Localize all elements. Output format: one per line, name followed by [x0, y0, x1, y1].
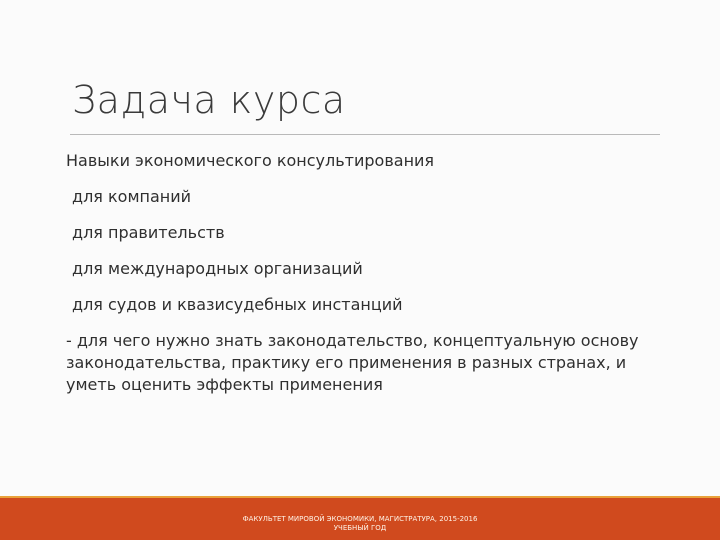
list-item: для компаний	[72, 187, 192, 206]
item-list	[66, 186, 666, 316]
footer-caption	[0, 515, 720, 533]
footer-line-2: УЧЕБНЫЙ ГОД	[333, 524, 387, 532]
body-paragraph: - для чего нужно знать законодательство, концептуальную основу законодательства, практику его применения в разных странах, и уметь оценить эффекты применения	[66, 331, 639, 394]
slide-content	[66, 150, 666, 396]
footer-line-1: ФАКУЛЬТЕТ МИРОВОЙ ЭКОНОМИКИ, МАГИСТРАТУРА, 2015-2016	[242, 515, 478, 523]
list-item: для международных организаций	[72, 259, 363, 278]
lead-text: Навыки экономического консультирования	[66, 151, 435, 170]
slide-title: Задача курса	[72, 78, 346, 122]
list-item: для правительств	[72, 223, 225, 242]
list-item: для судов и квазисудебных инстанций	[72, 295, 403, 314]
title-divider	[70, 134, 660, 135]
